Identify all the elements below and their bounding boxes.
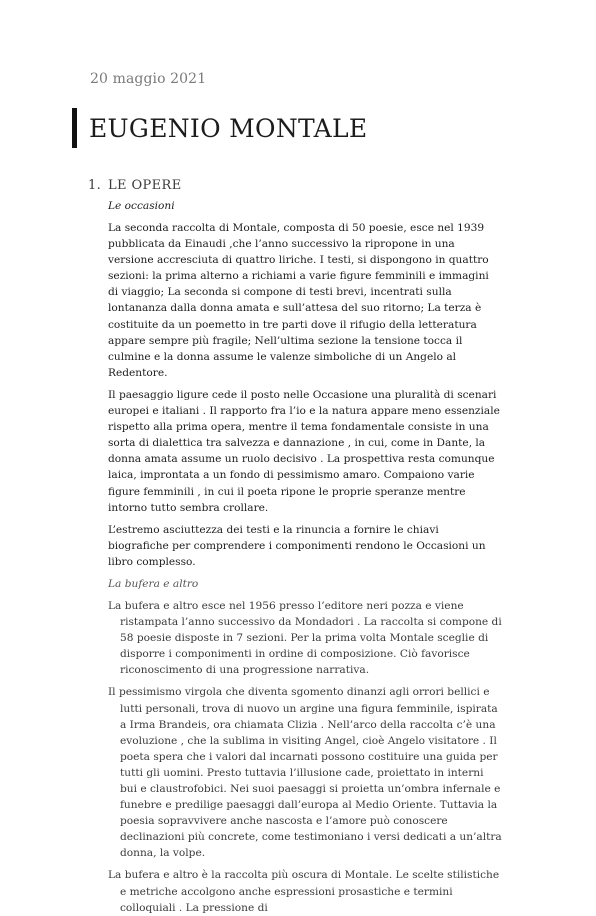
subheading-le-occasioni: Le occasioni (108, 200, 175, 212)
section-heading (88, 178, 182, 193)
paragraph: Il pessimismo virgola che diventa sgomento dinanzi agli orrori bellici e lutti personali, trova di nuovo un argine una figura femminile, ispirata a Irma Brandeis, ora chiamata Clizia . Nell’arco della raccolta c’è una evoluzione , che la sublima in visiting Angel, cioè Angelo visitatore . Il poeta spera che i valori dal incarnati possono costituire una guida per tutti gli uomini. Presto tuttavia l’illusione cade, proiettato in interni bui e claustrofobici. Nei suoi paesaggi si proietta un’ombra infernale e funebre e predilige paesaggi dall’europa al Medio Oriente. Tuttavia la poesia sopravvivere anche nascosta e l’amore può conoscere declinazioni più concrete, come testimoniano i versi dedicati a un’altra donna, la volpe. (108, 686, 502, 860)
section-number: 1. (88, 178, 102, 193)
section-title: LE OPERE (108, 178, 182, 193)
document-title: EUGENIO MONTALE (89, 113, 368, 143)
subheading-la-bufera: La bufera e altro (108, 577, 199, 590)
document-date: 20 maggio 2021 (90, 71, 207, 87)
paragraph: Il paesaggio ligure cede il posto nelle Occasione una pluralità di scenari europei e italiani . Il rapporto fra l’io e la natura appare meno essenziale rispetto alla prima opera, mentre il tema fondamentale consiste in una sorta di dialettica tra salvezza e dannazione , in cui, come in Dante, la donna amata assume un ruolo decisivo . La prospettiva resta comunque laica, improntata a un fondo di pessimismo amaro. Compaiono varie figure femminili , in cui il poeta ripone le proprie speranze mentre intorno tutto sembra crollare. (108, 388, 500, 514)
paragraph: La bufera e altro esce nel 1956 presso l’editore neri pozza e viene ristampata l’anno successivo da Mondadori . La raccolta si compone di 58 poesie disposte in 7 sezioni. Per la prima volta Montale sceglie di disporre i componimenti in ordine di composizione. Ciò favorisce riconoscimento di una progressione narrativa. (108, 599, 502, 677)
paragraph: La seconda raccolta di Montale, composta di 50 poesie, esce nel 1939 pubblicata da Einaudi ,che l’anno successivo la ripropone in una versione accresciuta di quattro liriche. I testi, si dispongono in quattro sezioni: la prima alterno a richiami a varie figure femminili e immagini di viaggio; La seconda si compone di testi brevi, incentrati sulla lontananza dalla donna amata e sull’attesa del suo ritorno; La terza è costituite da un poemetto in tre parti dove il rifugio della letteratura appare sempre più fragile; Nell’ultima sezione la tensione tocca il culmine e la donna assume le valenze simboliche di un Angelo al Redentore. (108, 222, 489, 379)
title-accent-bar (72, 108, 77, 148)
title-block (72, 108, 367, 148)
section-body (108, 198, 502, 916)
paragraph: La bufera e altro è la raccolta più oscura di Montale. Le scelte stilistiche e metriche accolgono anche espressioni prosastiche e termini colloquiali . La pressione di (108, 869, 500, 914)
paragraph: L’estremo asciuttezza dei testi e la rinuncia a fornire le chiavi biografiche per comprendere i componimenti rendono le Occasioni un libro complesso. (108, 523, 486, 568)
